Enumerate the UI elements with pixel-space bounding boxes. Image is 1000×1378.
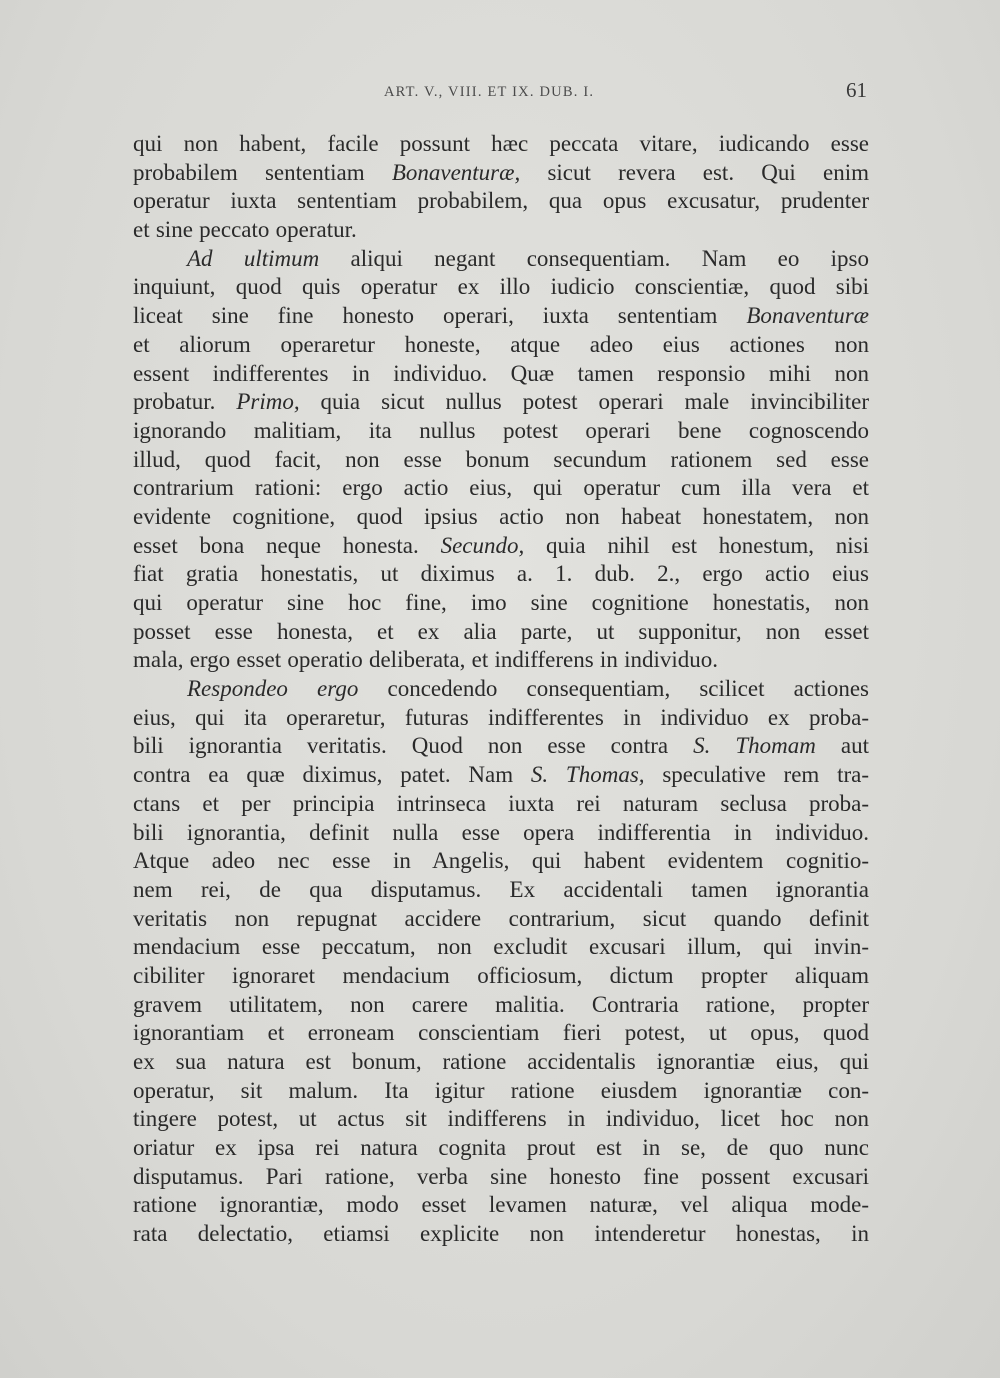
text-line: Atque adeo nec esse in Angelis, qui habent evidentem cognitio- (133, 848, 869, 874)
text-line: fiat gratia honestatis, ut diximus a. 1. dub. 2., ergo actio eius (133, 561, 869, 587)
text-line: ratione ignorantiæ, modo esset levamen naturæ, vel aliqua mode- (133, 1192, 869, 1218)
text-line: qui operatur sine hoc fine, imo sine cognitione honestatis, non (133, 590, 869, 615)
text-line: ctans et per principia intrinseca iuxta rei naturam seclusa proba- (133, 790, 869, 816)
text-line: posset esse honesta, et ex alia parte, ut supponitur, non esset (133, 618, 869, 644)
text-line: tingere potest, ut actus sit indifferens in individuo, licet hoc non (133, 1106, 869, 1132)
text-line: Ad ultimum aliqui negant consequentiam. Nam eo ipso (187, 245, 869, 271)
text-line: liceat sine fine honesto operari, iuxta sententiam Bonaventuræ (133, 303, 869, 329)
text-line: contrarium rationi: ergo actio eius, qui operatur cum illa vera et (133, 475, 869, 501)
text-line: Respondeo ergo concedendo consequentiam, scilicet actiones (187, 676, 869, 702)
text-line: mala, ergo esset operatio deliberata, et indifferens in individuo. (133, 647, 718, 673)
text-line: nem rei, de qua disputamus. Ex accidentali tamen ignorantia (133, 876, 869, 902)
text-line: disputamus. Pari ratione, verba sine honesto fine possent excusari (133, 1163, 869, 1189)
running-head-title: ART. V., VIII. ET IX. DUB. I. (384, 84, 595, 100)
text-line: eius, qui ita operaretur, futuras indifferentes in individuo ex proba- (133, 704, 869, 730)
text-line: probatur. Primo, quia sicut nullus potest operari male invincibiliter (133, 389, 869, 415)
text-line: inquiunt, quod quis operatur ex illo iudicio conscientiæ, quod sibi (133, 274, 869, 300)
text-line: gravem utilitatem, non carere malitia. Contraria ratione, propter (133, 991, 869, 1017)
text-line: essent indifferentes in individuo. Quæ tamen responsio mihi non (133, 360, 869, 386)
body-text (133, 130, 869, 1249)
text-line: operatur, sit malum. Ita igitur ratione eiusdem ignorantiæ con- (133, 1077, 869, 1103)
text-line: et aliorum operaretur honeste, atque adeo eius actiones non (133, 331, 869, 357)
text-line: ignorantiam et erroneam conscientiam fieri potest, ut opus, quod (133, 1020, 869, 1046)
text-line: oriatur ex ipsa rei natura cognita prout est in se, de quo nunc (133, 1135, 869, 1161)
text-line: rata delectatio, etiamsi explicite non intenderetur honestas, in (133, 1221, 869, 1247)
running-head (0, 78, 1000, 108)
page-number: 61 (846, 78, 867, 102)
text-line: evidente cognitione, quod ipsius actio non habeat honestatem, non (133, 503, 869, 529)
text-line: ex sua natura est bonum, ratione accidentalis ignorantiæ eius, qui (133, 1049, 869, 1074)
text-line: esset bona neque honesta. Secundo, quia nihil est honestum, nisi (133, 532, 869, 558)
text-line: et sine peccato operatur. (133, 217, 357, 243)
text-line: contra ea quæ diximus, patet. Nam S. Thomas, speculative rem tra- (133, 762, 869, 788)
text-line: probabilem sententiam Bonaventuræ, sicut revera est. Qui enim (133, 159, 869, 185)
text-line: bili ignorantia, definit nulla esse opera indifferentia in individuo. (133, 819, 869, 845)
text-line: qui non habent, facile possunt hæc peccata vitare, iudicando esse (133, 131, 869, 156)
text-line: cibiliter ignoraret mendacium officiosum, dictum propter aliquam (133, 962, 869, 988)
text-line: ignorando malitiam, ita nullus potest operari bene cognoscendo (133, 417, 869, 443)
text-line: veritatis non repugnat accidere contrarium, sicut quando definit (133, 905, 869, 931)
text-line: bili ignorantia veritatis. Quod non esse contra S. Thomam aut (133, 733, 869, 759)
text-line: mendacium esse peccatum, non excludit excusari illum, qui invin- (133, 934, 869, 960)
text-line: illud, quod facit, non esse bonum secundum rationem sed esse (133, 446, 869, 472)
text-line: operatur iuxta sententiam probabilem, qua opus excusatur, prudenter (133, 188, 869, 214)
